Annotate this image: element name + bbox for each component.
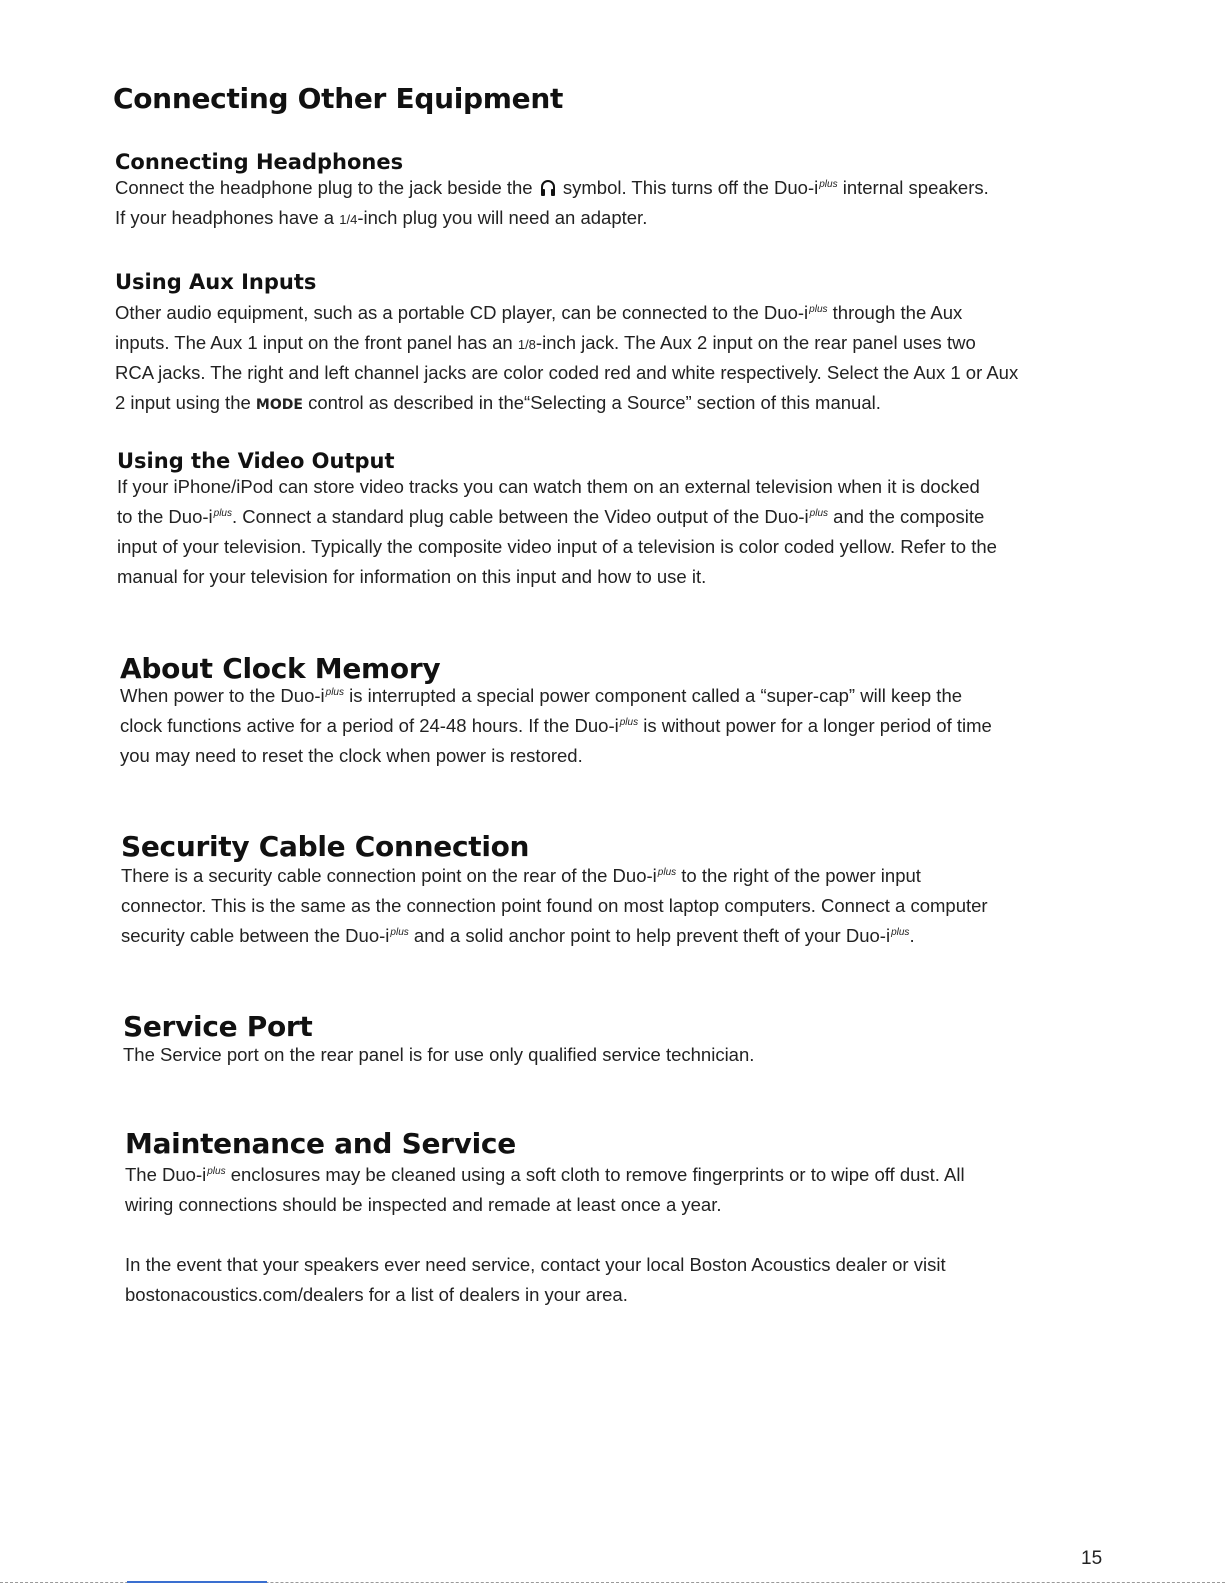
text-run: There is a security cable connection point on the rear of the Duo-i xyxy=(121,865,657,886)
text-run: . xyxy=(909,925,915,946)
text-run: clock functions active for a period of 24-48 hours. If the Duo-i xyxy=(120,715,619,736)
text-line: In the event that your speakers ever need service, contact your local Boston Acoustics dealer or visit xyxy=(125,1254,946,1275)
paragraph-security xyxy=(121,861,988,951)
text-run: Other audio equipment, such as a portable CD player, can be connected to the Duo-i xyxy=(115,302,809,323)
text-run: internal speakers. xyxy=(842,177,989,198)
text-run: 2 input using the xyxy=(115,392,251,413)
paragraph-video xyxy=(117,472,997,592)
plus-superscript: plus xyxy=(891,927,910,938)
plus-superscript: plus xyxy=(207,1166,226,1177)
plus-superscript: plus xyxy=(657,867,677,878)
text-line: bostonacoustics.com/dealers for a list of dealers in your area. xyxy=(125,1284,628,1305)
plus-superscript: plus xyxy=(325,687,344,698)
plus-superscript: plus xyxy=(213,508,232,519)
text-line xyxy=(115,328,1018,358)
text-line: you may need to reset the clock when power is restored. xyxy=(120,745,583,766)
text-line xyxy=(121,921,988,951)
text-run: and the composite xyxy=(833,506,985,527)
plus-superscript: plus xyxy=(819,179,838,190)
text-run: control as described in the“Selecting a Source” section of this manual. xyxy=(308,392,881,413)
bottom-accent-mark xyxy=(127,1581,267,1583)
text-line xyxy=(115,388,1018,418)
text-run: If your headphones have a xyxy=(115,207,335,228)
text-line: If your iPhone/iPod can store video tracks you can watch them on an external television when it is docked xyxy=(117,476,980,497)
text-line xyxy=(117,502,997,532)
text-line: connector. This is the same as the connection point found on most laptop computers. Connect a computer xyxy=(121,895,988,916)
plus-superscript: plus xyxy=(809,304,828,315)
heading-security-cable: Security Cable Connection xyxy=(121,830,530,863)
text-run: . Connect a standard plug cable between the Video output of the Duo-i xyxy=(232,506,809,527)
text-line: The Service port on the rear panel is for use only qualified service technician. xyxy=(123,1044,755,1065)
text-run: Connect the headphone plug to the jack beside the xyxy=(115,177,533,198)
paragraph-maintenance xyxy=(125,1160,965,1220)
paragraph-clock xyxy=(120,681,992,771)
text-run: and a solid anchor point to help prevent theft of your Duo-i xyxy=(413,925,891,946)
text-line xyxy=(121,861,988,891)
text-run: through the Aux xyxy=(832,302,963,323)
text-line xyxy=(125,1160,965,1190)
text-run: security cable between the Duo-i xyxy=(121,925,390,946)
text-line xyxy=(120,711,992,741)
plus-superscript: plus xyxy=(390,927,409,938)
paragraph-service-contact xyxy=(125,1250,946,1310)
heading-maintenance: Maintenance and Service xyxy=(125,1127,516,1160)
heading-connecting-headphones: Connecting Headphones xyxy=(115,150,404,174)
heading-clock-memory: About Clock Memory xyxy=(120,652,441,685)
page-title: Connecting Other Equipment xyxy=(113,82,564,115)
text-line: input of your television. Typically the composite video input of a television is color coded yellow. Refer to the xyxy=(117,536,997,557)
text-run: -inch jack. The Aux 2 input on the rear panel uses two xyxy=(535,332,976,353)
text-run: is without power for a longer period of time xyxy=(643,715,992,736)
text-line: wiring connections should be inspected and remade at least once a year. xyxy=(125,1194,722,1215)
paragraph-service-port xyxy=(123,1040,754,1070)
headphone-icon xyxy=(540,176,556,206)
paragraph-aux xyxy=(115,298,1018,418)
mode-label: MODE xyxy=(255,397,303,413)
page-number: 15 xyxy=(1081,1548,1103,1569)
heading-service-port: Service Port xyxy=(123,1010,313,1043)
text-line xyxy=(120,681,992,711)
heading-using-aux-inputs: Using Aux Inputs xyxy=(115,270,317,294)
text-line xyxy=(115,173,989,203)
text-run: symbol. This turns off the Duo-i xyxy=(562,177,819,198)
paragraph-headphones xyxy=(115,173,989,233)
text-run: is interrupted a special power component called a “super-cap” will keep the xyxy=(349,685,963,706)
text-run: to the right of the power input xyxy=(681,865,921,886)
plus-superscript: plus xyxy=(809,508,829,519)
fraction: 1/4 xyxy=(339,212,358,227)
text-line xyxy=(115,203,989,233)
text-run: The Duo-i xyxy=(125,1164,207,1185)
text-line xyxy=(115,298,1018,328)
text-run: -inch plug you will need an adapter. xyxy=(357,207,648,228)
heading-video-output: Using the Video Output xyxy=(117,449,395,473)
fraction: 1/8 xyxy=(517,337,536,352)
plus-superscript: plus xyxy=(619,717,639,728)
text-line: RCA jacks. The right and left channel jacks are color coded red and white respectively. Select the Aux 1 or Aux xyxy=(115,362,1019,383)
text-run: to the Duo-i xyxy=(117,506,213,527)
text-run: When power to the Duo-i xyxy=(120,685,325,706)
text-run: enclosures may be cleaned using a soft cloth to remove fingerprints or to wipe off dust. All xyxy=(230,1164,965,1185)
text-line: manual for your television for information on this input and how to use it. xyxy=(117,566,707,587)
text-run: inputs. The Aux 1 input on the front panel has an xyxy=(115,332,513,353)
